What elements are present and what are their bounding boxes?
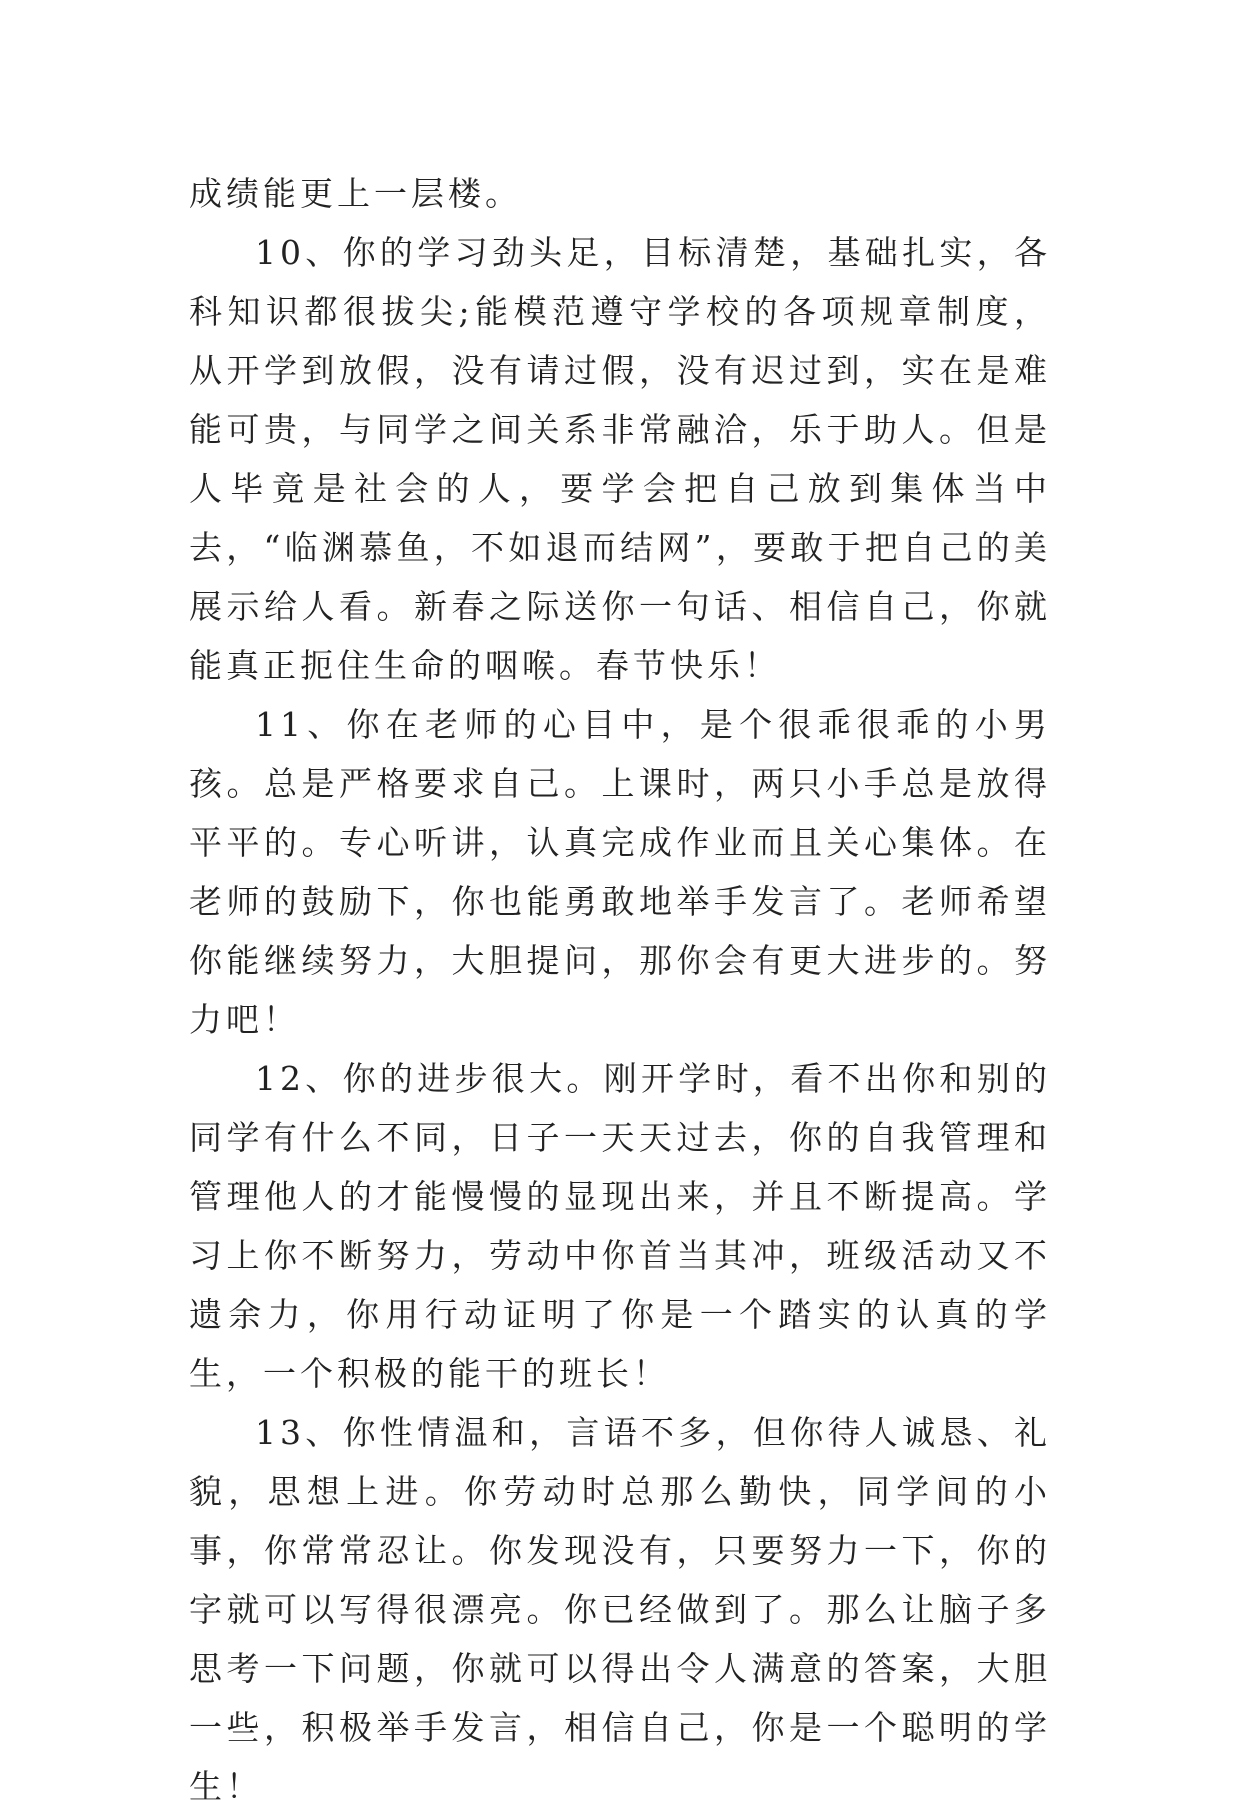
paragraph-continuation: 成绩能更上一层楼。 — [189, 174, 522, 213]
paragraph-comment-12: 12、你的进步很大。刚开学时，看不出你和别的同学有什么不同，日子一天天过去，你的自我管理和管理他人的才能慢慢的显现出来，并且不断提高。学习上你不断努力，劳动中你首当其冲，班级活动又不遗余力，你用行动证明了你是一个踏实的认真的学生，一个积极的能干的班长！ — [189, 1059, 1051, 1393]
paragraph-comment-10: 10、你的学习劲头足，目标清楚，基础扎实，各科知识都很拔尖;能模范遵守学校的各项规章制度，从开学到放假，没有请过假，没有迟过到，实在是难能可贵，与同学之间关系非常融洽，乐于助人。但是人毕竟是社会的人，要学会把自己放到集体当中去，“临渊慕鱼，不如退而结网”，要敢于把自己的美展示给人看。新春之际送你一句话、相信自己，你就能真正扼住生命的咽喉。春节快乐！ — [189, 233, 1051, 685]
paragraph-comment-11: 11、你在老师的心目中，是个很乖很乖的小男孩。总是严格要求自己。上课时，两只小手总是放得平平的。专心听讲，认真完成作业而且关心集体。在老师的鼓励下，你也能勇敢地举手发言了。老师希望你能继续努力，大胆提问，那你会有更大进步的。努力吧！ — [189, 705, 1051, 1039]
document-body — [189, 164, 1051, 1816]
paragraph-comment-13: 13、你性情温和，言语不多，但你待人诚恳、礼貌，思想上进。你劳动时总那么勤快，同学间的小事，你常常忍让。你发现没有，只要努力一下，你的字就可以写得很漂亮。你已经做到了。那么让脑子多思考一下问题，你就可以得出令人满意的答案，大胆一些，积极举手发言，相信自己，你是一个聪明的学生！ — [189, 1413, 1051, 1806]
